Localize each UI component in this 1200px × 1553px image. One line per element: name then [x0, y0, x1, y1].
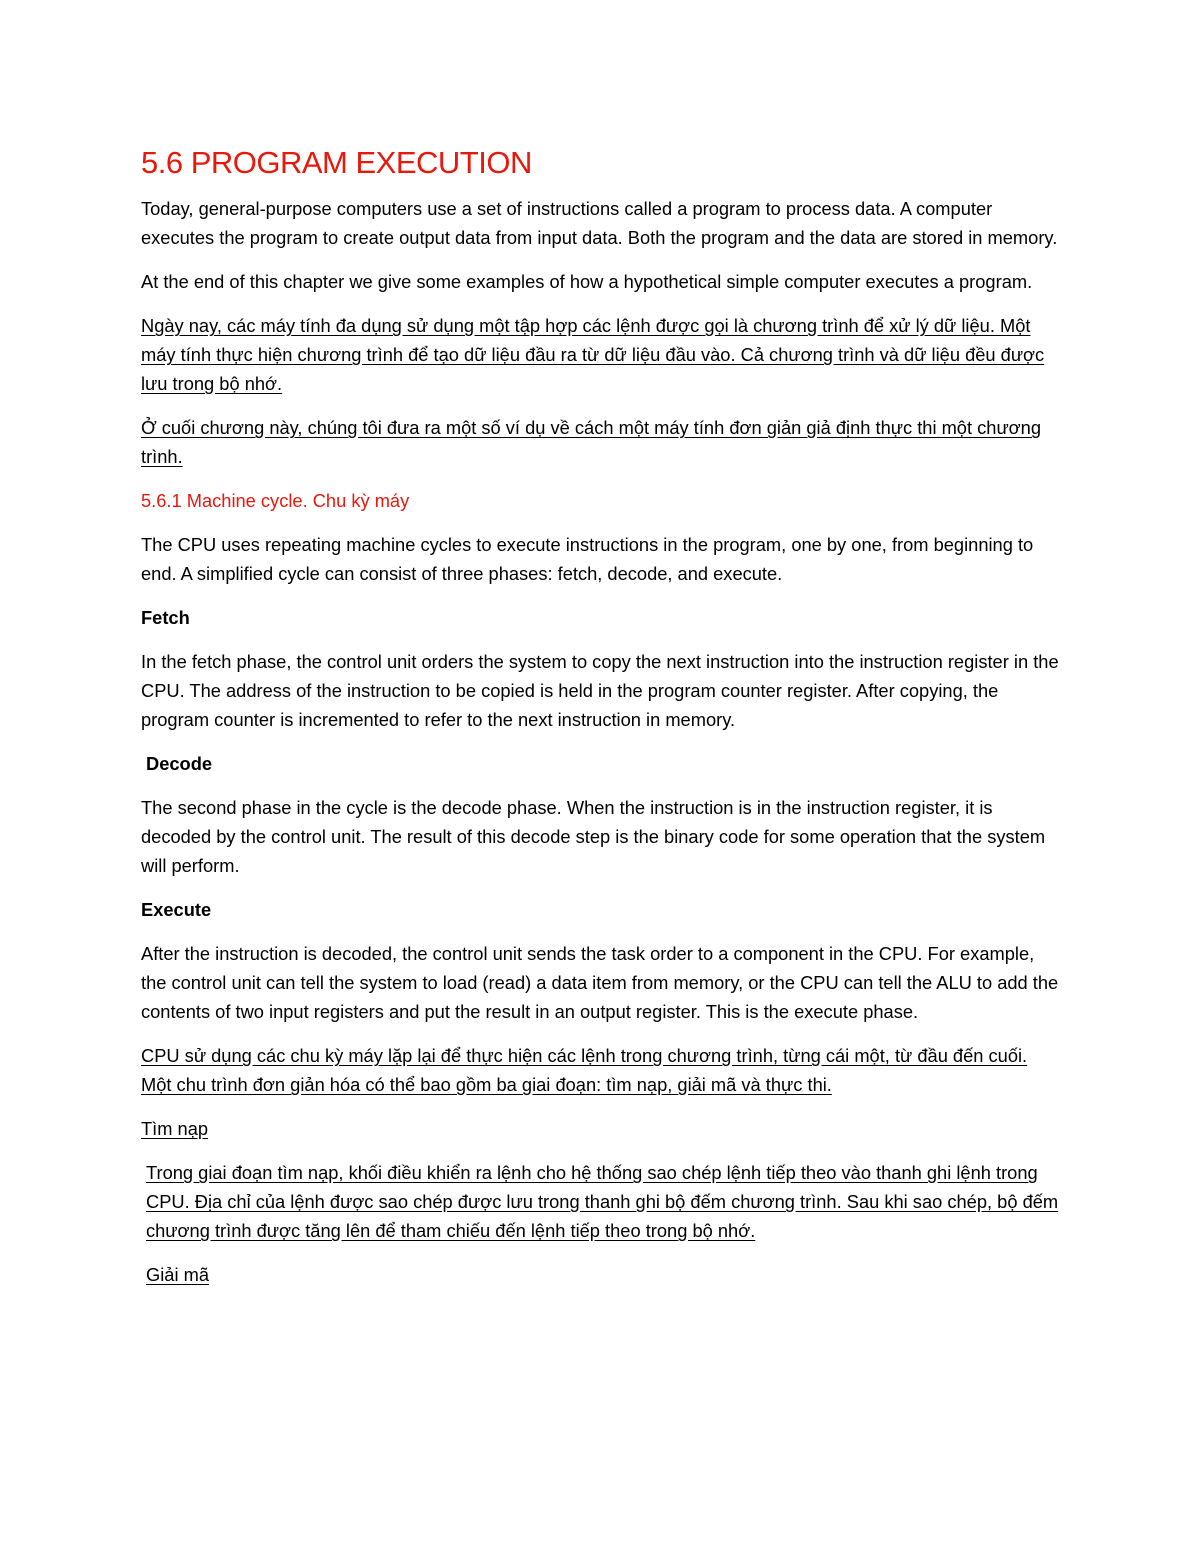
paragraph-chapter-end-vietnamese: Ở cuối chương này, chúng tôi đưa ra một số ví dụ về cách một máy tính đơn giản giả định thực thi một chương trình. [141, 417, 1042, 467]
section-title: 5.6 PROGRAM EXECUTION [141, 145, 532, 180]
subsection-title: 5.6.1 Machine cycle. Chu kỳ máy [141, 490, 410, 511]
paragraph-intro: Today, general-purpose computers use a set of instructions called a program to process data. A computer executes the program to create output data from input data. Both the program and the data are stored in memory. [141, 198, 1058, 248]
heading-fetch-vietnamese: Tìm nạp [141, 1118, 209, 1139]
paragraph-fetch-vietnamese: Trong giai đoạn tìm nạp, khối điều khiển ra lệnh cho hệ thống sao chép lệnh tiếp theo vào thanh ghi lệnh trong CPU. Địa chỉ của lệnh được sao chép được lưu trong thanh ghi bộ đếm chương trình. Sau khi sao chép, bộ đếm chương trình được tăng lên để tham chiếu đến lệnh tiếp theo trong bộ nhớ. [146, 1162, 1059, 1241]
paragraph-decode: The second phase in the cycle is the decode phase. When the instruction is in the instruction register, it is decoded by the control unit. The result of this decode step is the binary code for some operation that the system will perform. [141, 797, 1046, 876]
heading-fetch: Fetch [141, 607, 190, 628]
paragraph-machine-cycle-vietnamese: CPU sử dụng các chu kỳ máy lặp lại để thực hiện các lệnh trong chương trình, từng cái một, từ đầu đến cuối. Một chu trình đơn giản hóa có thể bao gồm ba giai đoạn: tìm nạp, giải mã và thực thi. [141, 1045, 1028, 1095]
paragraph-intro-vietnamese: Ngày nay, các máy tính đa dụng sử dụng một tập hợp các lệnh được gọi là chương trình để xử lý dữ liệu. Một máy tính thực hiện chương trình để tạo dữ liệu đầu ra từ dữ liệu đầu vào. Cả chương trình và dữ liệu đều được lưu trong bộ nhớ. [141, 315, 1045, 394]
paragraph-fetch: In the fetch phase, the control unit orders the system to copy the next instruction into the instruction register in the CPU. The address of the instruction to be copied is held in the program counter register. After copying, the program counter is incremented to refer to the next instruction in memory. [141, 651, 1059, 730]
heading-decode: Decode [146, 753, 213, 774]
heading-execute: Execute [141, 899, 212, 920]
paragraph-machine-cycle: The CPU uses repeating machine cycles to execute instructions in the program, one by one, from beginning to end. A simplified cycle can consist of three phases: fetch, decode, and execute. [141, 534, 1034, 584]
document-page [141, 138, 1061, 1304]
heading-decode-vietnamese: Giải mã [146, 1264, 209, 1285]
paragraph-chapter-end: At the end of this chapter we give some examples of how a hypothetical simple computer executes a program. [141, 271, 1033, 292]
paragraph-execute: After the instruction is decoded, the control unit sends the task order to a component in the CPU. For example, the control unit can tell the system to load (read) a data item from memory, or the CPU can tell the ALU to add the contents of two input registers and put the result in an output register. This is the execute phase. [141, 943, 1059, 1022]
